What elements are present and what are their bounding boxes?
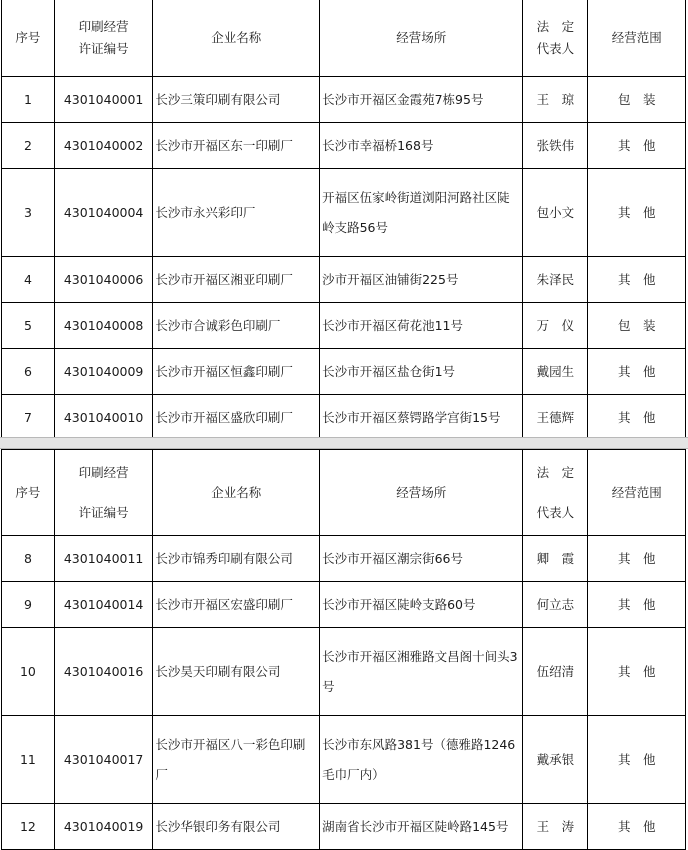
table-row xyxy=(2,536,686,582)
cell-representative: 张铁伟 xyxy=(523,123,588,169)
cell-license: 4301040010 xyxy=(54,395,153,440)
cell-no: 1 xyxy=(2,77,55,123)
cell-license: 4301040008 xyxy=(54,303,153,349)
cell-company: 长沙市合诚彩色印刷厂 xyxy=(153,303,320,349)
header-rep-line2: 代表人 xyxy=(536,40,575,56)
cell-no: 7 xyxy=(2,395,55,440)
cell-representative: 戴园生 xyxy=(523,349,588,395)
table-row xyxy=(2,303,686,349)
header-rep-line1: 法 定 xyxy=(536,464,575,480)
cell-representative: 王 涛 xyxy=(523,804,588,850)
header-row xyxy=(2,0,686,77)
cell-address: 开福区伍家岭街道浏阳河路社区陡岭支路56号 xyxy=(320,169,523,257)
header-company: 企业名称 xyxy=(153,0,320,77)
cell-address: 沙市开福区油铺街225号 xyxy=(320,257,523,303)
cell-license: 4301040004 xyxy=(54,169,153,257)
header-row xyxy=(2,450,686,536)
cell-address: 长沙市东风路381号（德雅路1246毛巾厂内） xyxy=(320,716,523,804)
header-representative xyxy=(523,450,588,536)
cell-company: 长沙市开福区恒鑫印刷厂 xyxy=(153,349,320,395)
header-no: 序号 xyxy=(2,450,55,536)
cell-license: 4301040019 xyxy=(54,804,153,850)
cell-scope: 其 他 xyxy=(588,628,686,716)
header-license-line1: 印刷经营 xyxy=(78,464,129,480)
cell-scope: 其 他 xyxy=(588,123,686,169)
table-row xyxy=(2,123,686,169)
cell-no: 8 xyxy=(2,536,55,582)
cell-license: 4301040017 xyxy=(54,716,153,804)
header-license xyxy=(54,450,153,536)
cell-address: 长沙市幸福桥168号 xyxy=(320,123,523,169)
table-row xyxy=(2,349,686,395)
cell-representative: 卿 霞 xyxy=(523,536,588,582)
cell-company: 长沙市开福区宏盛印刷厂 xyxy=(153,582,320,628)
cell-no: 2 xyxy=(2,123,55,169)
table-row xyxy=(2,77,686,123)
cell-scope: 其 他 xyxy=(588,349,686,395)
cell-address: 长沙市开福区陡岭支路60号 xyxy=(320,582,523,628)
cell-address: 长沙市开福区潮宗街66号 xyxy=(320,536,523,582)
cell-license: 4301040011 xyxy=(54,536,153,582)
cell-no: 4 xyxy=(2,257,55,303)
cell-scope: 其 他 xyxy=(588,804,686,850)
cell-representative: 何立志 xyxy=(523,582,588,628)
cell-address: 长沙市开福区蔡锷路学宫街15号 xyxy=(320,395,523,440)
header-license-line2: 许证编号 xyxy=(78,504,129,520)
cell-no: 6 xyxy=(2,349,55,395)
license-table-2 xyxy=(1,449,686,850)
cell-representative: 王德辉 xyxy=(523,395,588,440)
cell-address: 长沙市开福区湘雅路文昌阁十间头3号 xyxy=(320,628,523,716)
cell-company: 长沙市开福区八一彩色印刷厂 xyxy=(153,716,320,804)
header-license-line1: 印刷经营 xyxy=(78,18,129,34)
header-scope: 经营范围 xyxy=(588,450,686,536)
header-scope: 经营范围 xyxy=(588,0,686,77)
table-row xyxy=(2,582,686,628)
cell-company: 长沙昊天印刷有限公司 xyxy=(153,628,320,716)
page-separator xyxy=(0,437,688,449)
license-table-1 xyxy=(1,0,686,440)
cell-license: 4301040002 xyxy=(54,123,153,169)
cell-no: 10 xyxy=(2,628,55,716)
header-license-line2: 许证编号 xyxy=(78,40,129,56)
table-row xyxy=(2,257,686,303)
cell-company: 长沙华银印务有限公司 xyxy=(153,804,320,850)
cell-company: 长沙市开福区东一印刷厂 xyxy=(153,123,320,169)
table-row xyxy=(2,804,686,850)
table-row xyxy=(2,628,686,716)
cell-no: 5 xyxy=(2,303,55,349)
header-no: 序号 xyxy=(2,0,55,77)
header-company: 企业名称 xyxy=(153,450,320,536)
cell-address: 长沙市开福区金霞苑7栋95号 xyxy=(320,77,523,123)
cell-address: 湖南省长沙市开福区陡岭路145号 xyxy=(320,804,523,850)
cell-address: 长沙市开福区盐仓街1号 xyxy=(320,349,523,395)
table-row xyxy=(2,716,686,804)
cell-representative: 朱泽民 xyxy=(523,257,588,303)
cell-scope: 包 装 xyxy=(588,77,686,123)
header-address: 经营场所 xyxy=(320,450,523,536)
cell-representative: 包小文 xyxy=(523,169,588,257)
cell-license: 4301040009 xyxy=(54,349,153,395)
cell-company: 长沙市开福区盛欣印刷厂 xyxy=(153,395,320,440)
header-representative xyxy=(523,0,588,77)
cell-license: 4301040006 xyxy=(54,257,153,303)
cell-representative: 戴承银 xyxy=(523,716,588,804)
cell-address: 长沙市开福区荷花池11号 xyxy=(320,303,523,349)
cell-representative: 万 仪 xyxy=(523,303,588,349)
header-address: 经营场所 xyxy=(320,0,523,77)
cell-scope: 其 他 xyxy=(588,257,686,303)
cell-scope: 其 他 xyxy=(588,169,686,257)
cell-scope: 其 他 xyxy=(588,582,686,628)
cell-company: 长沙市开福区湘亚印刷厂 xyxy=(153,257,320,303)
table-row xyxy=(2,169,686,257)
cell-license: 4301040001 xyxy=(54,77,153,123)
cell-no: 9 xyxy=(2,582,55,628)
cell-company: 长沙市锦秀印刷有限公司 xyxy=(153,536,320,582)
table-row xyxy=(2,395,686,440)
cell-representative: 伍绍清 xyxy=(523,628,588,716)
cell-no: 12 xyxy=(2,804,55,850)
cell-license: 4301040016 xyxy=(54,628,153,716)
header-rep-line2: 代表人 xyxy=(536,504,575,520)
header-rep-line1: 法 定 xyxy=(536,18,575,34)
header-license xyxy=(54,0,153,77)
cell-license: 4301040014 xyxy=(54,582,153,628)
cell-scope: 其 他 xyxy=(588,395,686,440)
cell-company: 长沙三策印刷有限公司 xyxy=(153,77,320,123)
cell-no: 11 xyxy=(2,716,55,804)
cell-representative: 王 琼 xyxy=(523,77,588,123)
cell-scope: 其 他 xyxy=(588,536,686,582)
cell-no: 3 xyxy=(2,169,55,257)
cell-scope: 其 他 xyxy=(588,716,686,804)
cell-company: 长沙市永兴彩印厂 xyxy=(153,169,320,257)
cell-scope: 包 装 xyxy=(588,303,686,349)
